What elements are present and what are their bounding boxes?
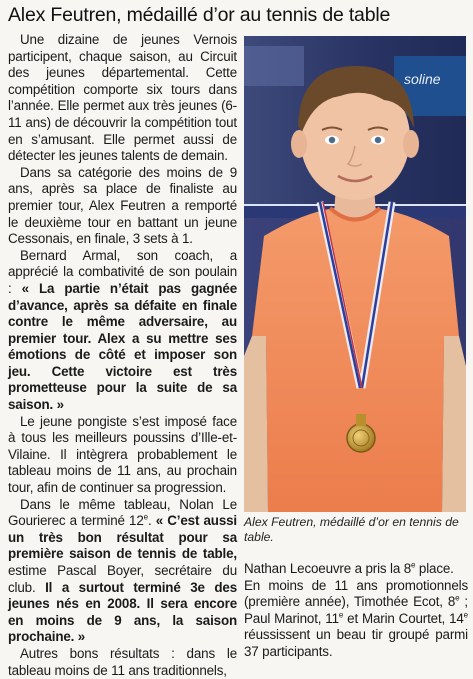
article-title: Alex Feutren, médaillé d’or au tennis de table	[8, 4, 391, 26]
paragraph-other-results: Autres bons résultats : dans le tableau moins de 11 ans traditionnels,	[8, 645, 237, 678]
promo-text-b: ; Paul Marinot, 11	[244, 594, 468, 626]
nathan-tail: place.	[415, 561, 454, 576]
paragraph-pongiste: Le jeune pongiste s’est imposé face à tous les meilleurs poussins d’Ille-et-Vilaine. Il intègrera probablement le tableau moins de 11 ans, au prochain tour, afin de continuer sa progression.	[8, 413, 237, 496]
coach-intro-text: Bernard Armal, son coach, a apprécié la combativité de son poulain :	[8, 247, 237, 296]
boyer-quote-end: Il a surtout terminé 3e des jeunes nés en 2008. Il sera encore en moins de 9 ans, la saison prochaine. »	[8, 579, 237, 645]
nathan-rank-sup: e	[411, 560, 416, 570]
boy-with-gold-medal-photo	[244, 36, 466, 512]
nolan-rank-sup: e	[143, 512, 148, 522]
promo-text-a: En moins de 11 ans promotionnels (première année), Timothée Ecot, 8	[244, 577, 468, 610]
article-left-column	[8, 32, 237, 679]
paragraph-promotionnels	[244, 578, 468, 661]
article-right-column	[244, 561, 468, 661]
boyer-quote-start: « C’est aussi un très bon résultat pour sa première saison de tennis de table,	[8, 513, 237, 562]
photo-caption: Alex Feutren, médaillé d’or en tennis de table.	[244, 515, 459, 544]
paragraph-category: Dans sa catégorie des moins de 9 ans, après sa place de finaliste au premier tour, Alex Feutren a remporté le deuxième tour en battant un jeune Cessonais, en finale, 3 sets à 1.	[8, 164, 237, 247]
promo-sup-2: e	[338, 610, 344, 620]
nolan-tail: .	[147, 513, 156, 529]
paragraph-intro: Une dizaine de jeunes Vernois participent, chaque saison, au Circuit des jeunes départemental. Cette compétition comporte six tours dans l’année. Elle permet aux très jeunes (6-11 ans) de découvrir la compétition tout en s’amusant. Elle permet aussi de détecter les jeunes talents de demain.	[8, 32, 237, 164]
promo-sup-3: e	[463, 610, 468, 620]
nolan-text: Dans le même tableau, Nolan Le Gourierec a terminé 12	[8, 496, 237, 529]
coach-quote: « La partie n’était pas gagnée d’avance, après sa défaite en finale contre le même adversaire, au premier tour. Alex a su mettre ses émotions de côté et imposer son jeu. Cette victoire est très prometteuse pour la suite de sa saison. »	[8, 280, 237, 413]
paragraph-coach	[8, 248, 237, 414]
paragraph-nathan	[244, 561, 468, 578]
promo-sup-1: e	[455, 593, 460, 603]
nathan-text: Nathan Lecoeuvre a pris la 8	[244, 561, 412, 576]
promo-text-d: réussissent un beau tir groupé parmi 37 participants.	[244, 627, 468, 659]
promo-text-c: et Marin Courtet, 14	[343, 610, 464, 626]
paragraph-nolan	[8, 497, 237, 646]
boyer-attribution: estime Pascal Boyer, secrétaire du club.	[8, 563, 237, 595]
svg-text:soline: soline	[404, 71, 441, 87]
